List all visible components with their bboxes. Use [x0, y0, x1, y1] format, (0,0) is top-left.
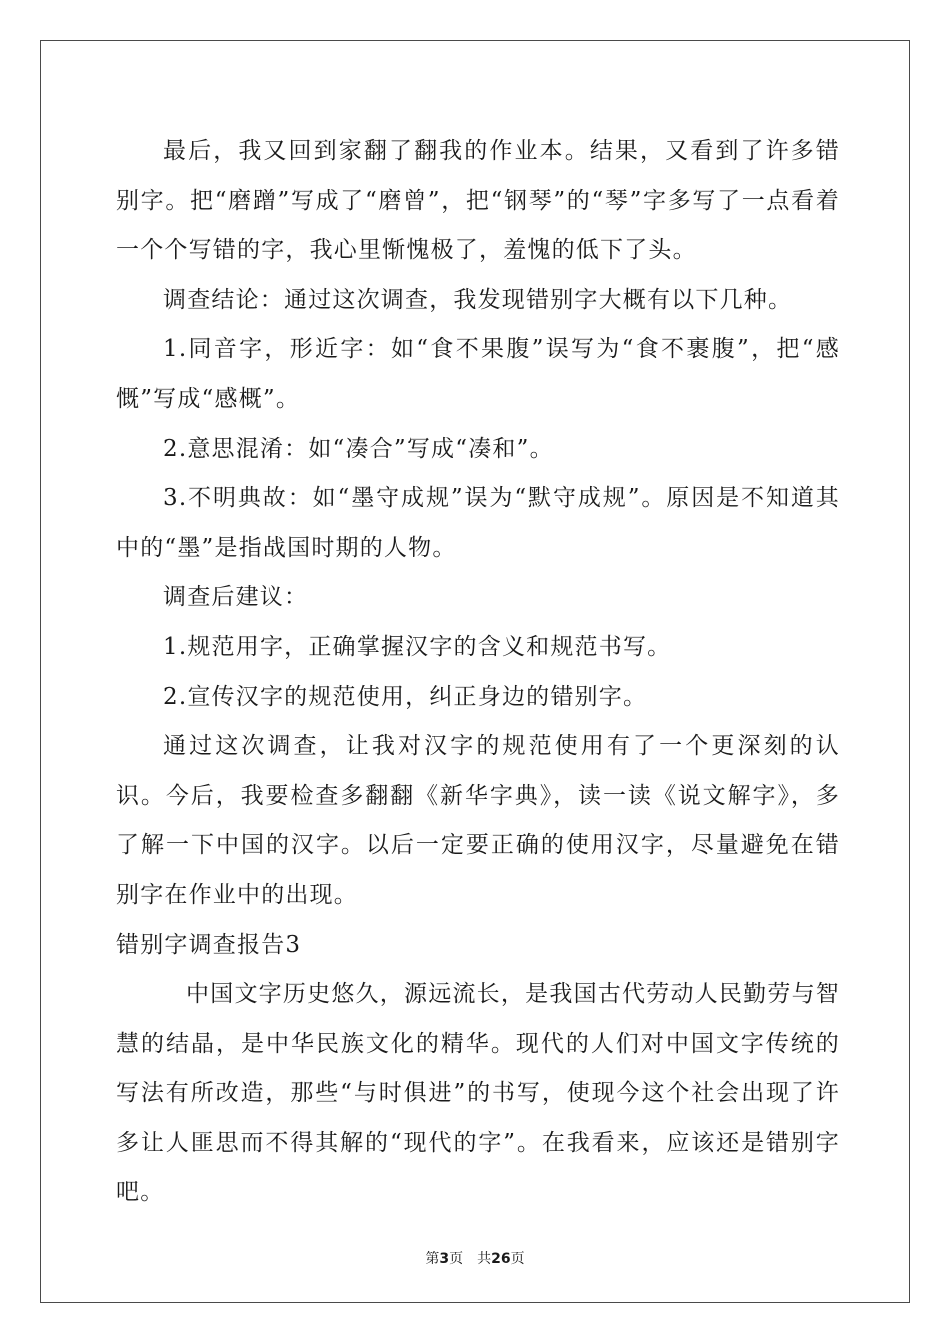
footer-prefix: 第 [425, 1251, 440, 1267]
paragraph-conclusion-item-1: 1.同音字，形近字：如“食不果腹”误写为“食不裹腹”，把“感慨”写成“感概”。 [116, 336, 840, 412]
paragraph-suggestions: 调查后建议： [163, 584, 309, 611]
footer-suffix: 页 [510, 1251, 525, 1267]
paragraph-summary: 通过这次调查，让我对汉字的规范使用有了一个更深刻的认识。今后，我要检查多翻翻《新华字典》，读一读《说文解字》，多了解一下中国的汉字。以后一定要正确的使用汉字，尽量避免在错别字在作业中的出现。 [116, 733, 840, 908]
footer-mid: 页 共 [449, 1251, 492, 1267]
section-paragraph: 中国文字历史悠久，源远流长，是我国古代劳动人民勤劳与智慧的结晶，是中华民族文化的精华。现代的人们对中国文字传统的写法有所改造，那些“与时俱进”的书写，使现今这个社会出现了许多让人匪思而不得其解的“现代的字”。在我看来，应该还是错别字吧。 [116, 981, 840, 1206]
paragraph-conclusion-item-2: 2.意思混淆：如“凑合”写成“凑和”。 [163, 435, 554, 462]
section-heading: 错别字调查报告3 [116, 931, 302, 958]
document-body [116, 127, 840, 1218]
paragraph-1: 最后，我又回到家翻了翻我的作业本。结果，又看到了许多错别字。把“磨蹭”写成了“磨曾”，把“钢琴”的“琴”字多写了一点看着一个个写错的字，我心里惭愧极了，羞愧的低下了头。 [116, 138, 840, 264]
paragraph-suggestion-item-1: 1.规范用字，正确掌握汉字的含义和规范书写。 [163, 633, 672, 660]
paragraph-conclusion: 调查结论：通过这次调查，我发现错别字大概有以下几种。 [163, 286, 793, 313]
footer-page-current: 3 [439, 1251, 450, 1267]
paragraph-suggestion-item-2: 2.宣传汉字的规范使用，纠正身边的错别字。 [163, 683, 648, 710]
footer-page-total: 26 [491, 1251, 511, 1267]
paragraph-conclusion-item-3: 3.不明典故：如“墨守成规”误为“默守成规”。原因是不知道其中的“墨”是指战国时期的人物。 [116, 485, 840, 561]
page-footer [0, 1248, 950, 1268]
